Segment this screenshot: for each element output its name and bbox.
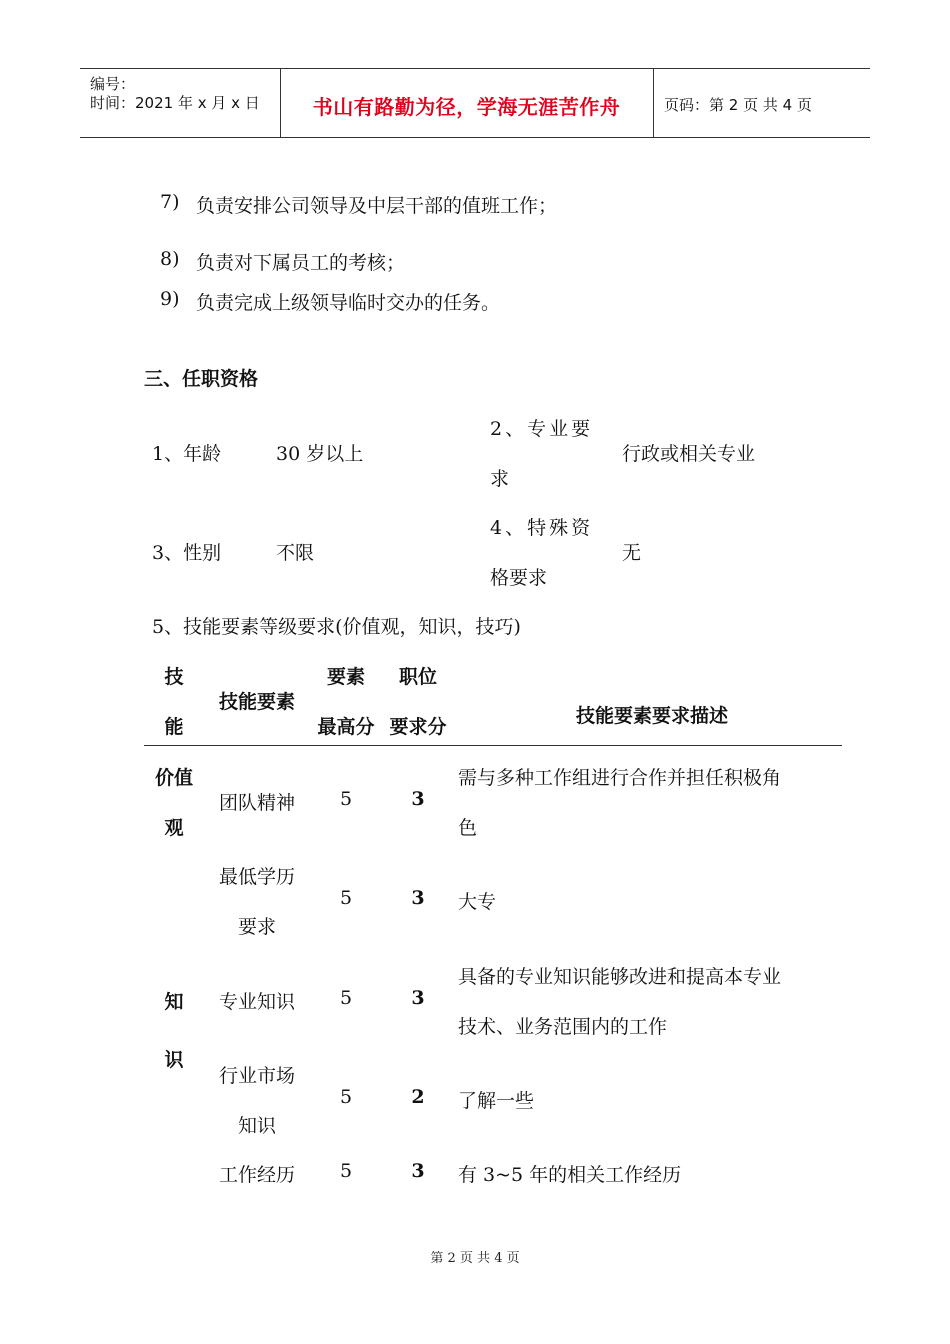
major-label-line1: 2、专业要 xyxy=(490,418,594,440)
row-max-score: 5 xyxy=(339,987,353,1009)
header-max-line1: 要素 xyxy=(326,666,365,688)
age-label: 1、年龄 xyxy=(152,443,222,465)
header-max-line2: 最高分 xyxy=(317,716,375,738)
skills-title: 5、技能要素等级要求(价值观，知识，技巧) xyxy=(152,616,521,638)
duty-9-num: 9) xyxy=(160,288,180,310)
header-desc: 技能要素要求描述 xyxy=(575,705,728,727)
row-required-score: 3 xyxy=(411,887,425,909)
row-element: 工作经历 xyxy=(218,1164,295,1186)
table-header-rule xyxy=(144,745,842,746)
row-max-score: 5 xyxy=(339,887,353,909)
header-element: 技能要素 xyxy=(218,691,295,713)
row-desc-line1: 了解一些 xyxy=(458,1090,535,1112)
group-knowledge-line1: 知 xyxy=(164,991,184,1013)
row-required-score: 2 xyxy=(411,1086,425,1108)
section-title: 三、任职资格 xyxy=(144,368,259,390)
special-label-line1: 4、特殊资 xyxy=(490,517,594,539)
page-code: 页码：第 2 页 共 4 页 xyxy=(664,96,812,114)
row-max-score: 5 xyxy=(339,1160,353,1182)
page-header xyxy=(80,68,870,138)
duty-8-text: 负责对下属员工的考核； xyxy=(196,252,406,274)
header-meta-cell xyxy=(80,69,281,137)
row-desc-line1: 有 3~5 年的相关工作经历 xyxy=(458,1164,682,1186)
page-footer: 第 2 页 共 4 页 xyxy=(430,1251,520,1266)
gender-value: 不限 xyxy=(276,542,315,564)
header-page-cell xyxy=(654,69,870,137)
motto: 书山有路勤为径，学海无涯苦作舟 xyxy=(312,95,621,119)
duty-9-text: 负责完成上级领导临时交办的任务。 xyxy=(196,292,501,314)
age-value: 30 岁以上 xyxy=(276,443,364,465)
row-element-line1: 最低学历 xyxy=(218,866,295,888)
row-element-line2: 知识 xyxy=(237,1115,276,1137)
group-values-line2: 观 xyxy=(164,817,184,839)
major-label-line2: 求 xyxy=(490,468,510,490)
header-req-line2: 要求分 xyxy=(389,716,447,738)
row-required-score: 3 xyxy=(411,788,425,810)
row-element: 专业知识 xyxy=(218,991,295,1013)
group-values-line1: 价值 xyxy=(154,767,193,789)
header-skill-line1: 技 xyxy=(164,666,184,688)
header-skill-line2: 能 xyxy=(164,716,184,738)
time-label: 时间：2021 年 x 月 x 日 xyxy=(90,94,260,112)
header-motto-cell xyxy=(280,69,654,137)
row-desc-line2: 色 xyxy=(458,817,478,839)
row-element-line1: 行业市场 xyxy=(218,1065,295,1087)
row-desc-line1: 具备的专业知识能够改进和提高本专业 xyxy=(458,966,782,988)
number-label: 编号： xyxy=(90,75,136,93)
row-required-score: 3 xyxy=(411,987,425,1009)
row-desc-line2: 技术、业务范围内的工作 xyxy=(458,1016,668,1038)
major-value: 行政或相关专业 xyxy=(622,443,756,465)
row-desc-line1: 需与多种工作组进行合作并担任积极角 xyxy=(458,767,782,789)
group-knowledge-line2: 识 xyxy=(164,1049,184,1071)
row-element-line2: 要求 xyxy=(237,916,276,938)
row-max-score: 5 xyxy=(339,1086,353,1108)
header-req-line1: 职位 xyxy=(398,666,437,688)
duty-7-num: 7) xyxy=(160,191,180,213)
special-label-line2: 格要求 xyxy=(490,567,548,589)
row-desc-line1: 大专 xyxy=(458,891,497,913)
duty-7-text: 负责安排公司领导及中层干部的值班工作； xyxy=(196,195,558,217)
row-max-score: 5 xyxy=(339,788,353,810)
row-element: 团队精神 xyxy=(218,792,295,814)
row-required-score: 3 xyxy=(411,1160,425,1182)
duty-8-num: 8) xyxy=(160,248,180,270)
gender-label: 3、性别 xyxy=(152,542,222,564)
special-value: 无 xyxy=(622,542,642,564)
